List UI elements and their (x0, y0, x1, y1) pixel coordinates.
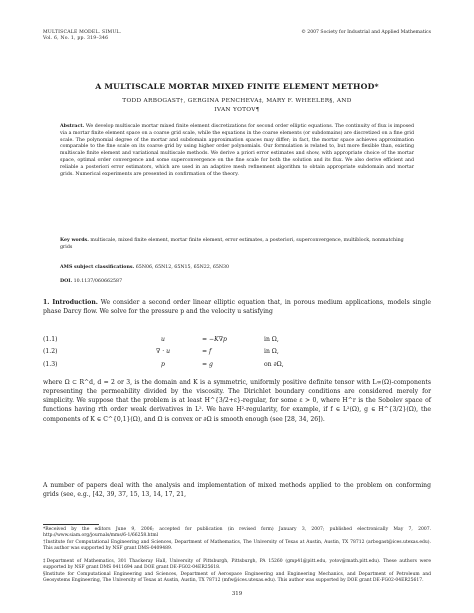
equation-1-2 (43, 348, 431, 358)
doi-text: 10.1137/060662587 (73, 279, 123, 284)
equation-domain: on ∂Ω, (264, 361, 284, 368)
ams-label: AMS subject classifications. (60, 265, 135, 270)
equation-1-1 (43, 336, 431, 346)
equation-lhs: u (161, 336, 165, 343)
abstract-label: Abstract. (60, 124, 85, 129)
introduction-paragraph (43, 298, 431, 316)
footnote-arbogast: †Institute for Computational Engineering and Sciences, Department of Mathematics, The University of Texas at Austin, Austin, TX 78712 (arbogast@ices.utexas.edu). This author was supported by NSF grant DMS-0409489. (43, 540, 431, 552)
equation-number: (1.3) (43, 361, 58, 368)
equation-domain: in Ω, (264, 348, 279, 355)
doi (60, 279, 414, 284)
footnote-received: *Received by the editors June 9, 2006; accepted for publication (in revised form) January 3, 2007; published electronically May 7, 2007. http://www.siam.org/journals/mms/6-1/66258.html (43, 527, 431, 539)
doi-label: DOI. (60, 279, 73, 284)
authors-line-1: TODD ARBOGAST†, GERGINA PENCHEVA‡, MARY F. WHEELER§, AND (122, 98, 352, 104)
equation-number: (1.1) (43, 336, 58, 343)
keywords-label: Key words. (60, 238, 89, 243)
keywords-text: multiscale, mixed finite element, mortar finite element, error estimates, a posteriori, superconvergence, multiblock, nonmatching grids (60, 238, 404, 250)
ams-text: 65N06, 65N12, 65N15, 65N22, 65N30 (135, 265, 230, 270)
equation-rhs: = f (202, 348, 212, 355)
footnote-wheeler: §Institute for Computational Engineering and Sciences, Department of Aerospace Engineering and Engineering Mechanics, and Department of Petroleum and Geosystems Engineering, The University of Texas at Austin, Austin, TX 78712 (mfw@ices.utexas.edu). This author was supported by DOE grant DE-FG02-04ER25617. (43, 572, 431, 584)
body-paragraph: where Ω ⊂ R^d, d = 2 or 3, is the domain and K is a symmetric, uniformly positive definite tensor with L∞(Ω)-components representing the permeability divided by the viscosity. The Dirichlet boundary conditions are considered merely for simplicity. We suppose that the problem is at least H^{3/2+ε}-regular, for some ε > 0, where H^r is the Sobolev space of functions having rth order weak derivatives in L². We have H²-regularity, for example, if f ∈ L²(Ω), g ∈ H^{3/2}(Ω), the components of K ∈ C^{0,1}(Ω), and Ω is convex or ∂Ω is smooth enough (see [28, 34, 26]). (43, 379, 431, 423)
section-heading: 1. Introduction. (43, 299, 98, 306)
journal-volume: Vol. 6, No. 1, pp. 319–346 (43, 36, 109, 41)
abstract (60, 124, 414, 178)
authors-block (60, 97, 414, 115)
authors-line-2: IVAN YOTOV¶ (214, 107, 260, 113)
equation-rhs: = g (202, 361, 213, 368)
paper-title: A MULTISCALE MORTAR MIXED FINITE ELEMENT METHOD* (95, 82, 379, 91)
equation-1-3 (43, 361, 431, 371)
footnote-rule (43, 524, 99, 525)
abstract-text: We develop multiscale mortar mixed finite element discretizations for second order elliptic equations. The continuity of flux is imposed via a mortar finite element space on a coarse grid scale, while the equations in the coarse elements (or subdomains) are discretized on a fine grid scale. The polynomial degree of the mortar and subdomain approximation spaces may differ; in fact, the mortar space achieves approximation comparable to the fine scale on its coarse grid by using higher order polynomials. Our formulation is related to, but more flexible than, existing multiscale finite element and variational multiscale methods. We derive a priori error estimates and show, with appropriate choice of the mortar space, optimal order convergence and some superconvergence on the fine scale for both the solution and its flux. We also derive efficient and reliable a posteriori error estimators, which are used in an adaptive mesh refinement algorithm to obtain appropriate subdomain and mortar grids. Numerical experiments are presented in confirmation of the theory. (60, 124, 414, 177)
journal-name: MULTISCALE MODEL. SIMUL. (43, 30, 122, 35)
copyright-notice: © 2007 Society for Industrial and Applied Mathematics (301, 30, 431, 35)
keywords (60, 238, 414, 252)
equation-number: (1.2) (43, 348, 58, 355)
body-paragraph-2: A number of papers deal with the analysis and implementation of mixed methods applied to the problem on conforming grids (see, e.g., [42, 39, 37, 15, 13, 14, 17, 21, (43, 482, 431, 499)
equation-domain: in Ω, (264, 336, 279, 343)
footnote-pittsburgh: ‡Department of Mathematics, 301 Thackeray Hall, University of Pittsburgh, Pittsburgh, PA 15260 (gmp41@pitt.edu, yotov@math.pitt.edu). These authors were supported by NSF grant DMS 0411694 and DOE grant DE-FG02-04ER25618. (43, 559, 431, 571)
page-number: 319 (231, 591, 243, 597)
journal-header (43, 30, 121, 42)
intro-text: We consider a second order linear elliptic equation that, in porous medium applications, models single phase Darcy flow. We solve for the pressure p and the velocity u satisfying (43, 299, 431, 316)
ams-classifications (60, 265, 414, 270)
equation-rhs: = −K∇p (202, 336, 227, 343)
equation-lhs: p (161, 361, 165, 368)
equation-lhs: ∇ · u (156, 348, 170, 355)
